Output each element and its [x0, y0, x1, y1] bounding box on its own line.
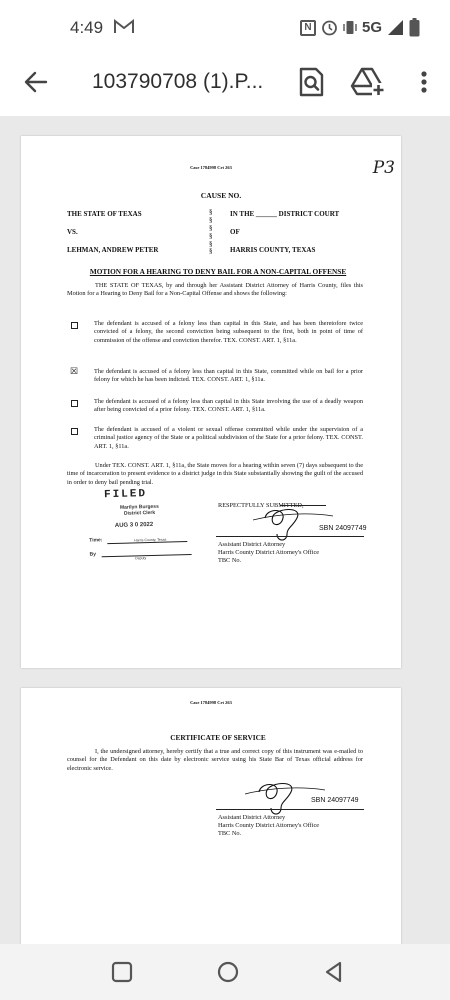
attorney-title: Assistant District Attorney — [218, 814, 286, 821]
certificate-title: CERTIFICATE OF SERVICE — [170, 733, 266, 742]
gmail-icon — [114, 19, 134, 34]
vibrate-icon — [343, 19, 357, 36]
caption-court: IN THE ______ DISTRICT COURT — [230, 210, 340, 218]
section-symbol: § — [209, 216, 213, 224]
section-symbol: § — [209, 224, 213, 232]
signature-line — [216, 809, 364, 810]
document-title: 103790708 (1).P... — [92, 70, 264, 93]
sbn-number: SBN 24097749 — [319, 525, 367, 532]
certificate-body: I, the undersigned attorney, hereby certify that a true and correct copy of this instrument was e-mailed to counsel for the Defendant on this date by electronic service using his State Bar of Texas official address for electronic service. — [67, 748, 363, 772]
status-icons — [300, 18, 420, 37]
recent-apps-icon[interactable] — [110, 960, 134, 984]
back-arrow-icon[interactable] — [20, 66, 52, 98]
clerk-title: District Clerk — [123, 509, 156, 517]
document-page-1 — [21, 136, 401, 668]
motion-title: MOTION FOR A HEARING TO DENY BAIL FOR A NON-CAPITAL OFFENSE — [89, 267, 347, 276]
deputy-label: Deputy — [135, 556, 147, 561]
attorney-office: Harris County District Attorney's Office — [218, 549, 320, 556]
signal-icon — [387, 19, 404, 36]
status-bar — [0, 0, 450, 52]
option-text: The defendant is accused of a felony less than capital in this State, and has been theretofore twice convicted of a felony, the second conviction being subsequent to the first, both in point of time of commission of the offense and conviction therefor. TEX. CONST. ART. 1, §11a. — [94, 320, 363, 344]
section-symbol: § — [209, 232, 213, 240]
time-label: Time: — [89, 537, 103, 544]
clerk-name: Marilyn Burgess — [119, 503, 159, 511]
app-bar — [0, 52, 450, 112]
attorney-office: Harris County District Attorney's Office — [218, 822, 320, 829]
document-viewer[interactable] — [0, 116, 450, 944]
handwritten-mark: P3 — [372, 158, 395, 178]
tbc-number: TBC No. — [218, 830, 242, 837]
section-symbol: § — [209, 208, 213, 216]
status-time: 4:49 — [70, 18, 104, 37]
section-symbol: § — [209, 240, 213, 248]
filed-stamp — [90, 484, 212, 577]
network-type: 5G — [361, 19, 382, 36]
signature-scribble — [247, 504, 337, 544]
signature-line — [216, 536, 364, 537]
case-number-header: Case 1784998 Crt 263 — [190, 700, 232, 705]
motion-closing: Under TEX. CONST. ART. 1, §11a, the State moves for a hearing within seven (7) days subsequent to the time of incarceration to present evidence to a district judge in this State substantially showing the guilt of the accused in order to deny bail pending trial. — [67, 462, 363, 486]
home-icon[interactable] — [216, 960, 240, 984]
option-text: The defendant is accused of a felony less than capital in this State involving the use of a deadly weapon after being convicted of a prior felony. TEX. CONST. ART. 1, §11a. — [94, 398, 363, 414]
respectfully-submitted: RESPECTFULLY SUBMITTED, — [218, 502, 304, 509]
filed-date: AUG 3 0 2022 — [114, 521, 154, 529]
battery-icon — [409, 18, 420, 37]
section-symbol: § — [209, 247, 213, 255]
sbn-number: SBN 24097749 — [311, 797, 359, 804]
alarm-icon — [321, 19, 338, 36]
motion-intro: THE STATE OF TEXAS, by and through her Assistant District Attorney of Harris County, files this Motion for a Hearing to Deny Bail for a Non-Capital Offense and shows the following: — [67, 282, 363, 298]
caption-county: HARRIS COUNTY, TEXAS — [230, 246, 316, 254]
checkbox-checked: ☒ — [70, 366, 79, 376]
nfc-icon: N — [300, 20, 316, 36]
document-page-2 — [21, 688, 401, 944]
system-navigation-bar — [0, 944, 450, 1000]
checkbox-unchecked — [71, 322, 78, 329]
add-to-drive-icon[interactable] — [350, 66, 386, 98]
by-label: By — [89, 551, 97, 558]
back-icon[interactable] — [322, 960, 346, 984]
attorney-title: Assistant District Attorney — [218, 541, 286, 548]
checkbox-unchecked — [71, 400, 78, 407]
tbc-number: TBC No. — [218, 557, 242, 564]
county-label: Harris County, Texas — [134, 537, 167, 543]
option-text: The defendant is accused of a violent or sexual offense committed while under the supervision of a criminal justice agency of the State or a political subdivision of the State for a prior felony. TEX. CONST. ART. 1, §11a. — [94, 426, 363, 450]
caption-vs: VS. — [67, 228, 78, 236]
case-number-header: Case 1784998 Crt 263 — [190, 165, 232, 170]
filed-label: FILED — [103, 488, 148, 502]
option-text: The defendant is accused of a felony less than capital in this State, committed while on bail for a prior felony for which he has been indicted. TEX. CONST. ART. 1, §11a. — [94, 368, 363, 384]
cause-number-label: CAUSE NO. — [200, 191, 242, 200]
more-options-icon[interactable] — [414, 66, 434, 98]
find-in-document-icon[interactable] — [296, 66, 326, 98]
caption-state: THE STATE OF TEXAS — [67, 210, 142, 218]
checkbox-unchecked — [71, 428, 78, 435]
caption-defendant: LEHMAN, ANDREW PETER — [67, 246, 159, 254]
caption-of: OF — [230, 228, 240, 236]
